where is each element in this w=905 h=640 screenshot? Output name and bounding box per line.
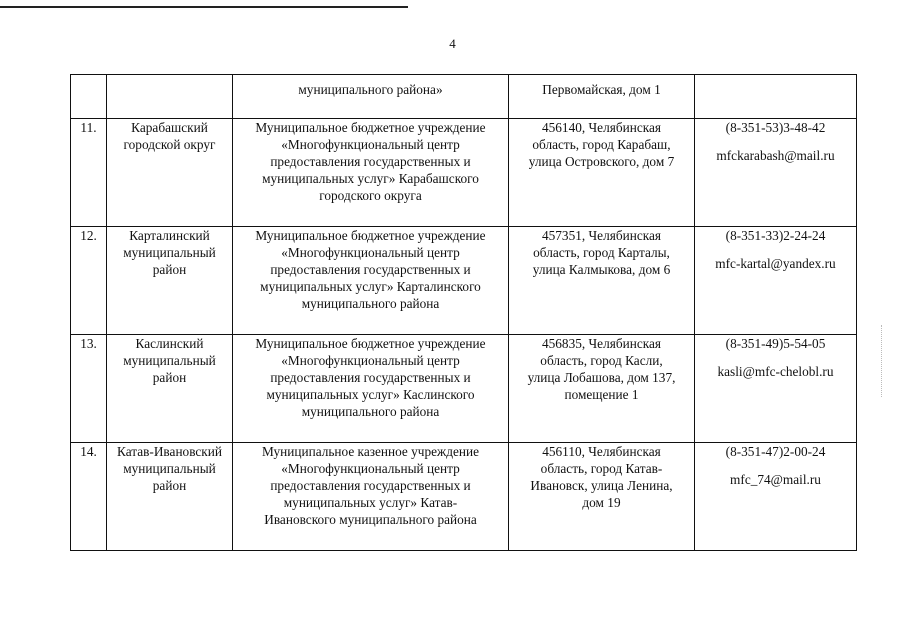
address-line: улица Калмыкова, дом 6: [532, 262, 671, 277]
organization-line: Муниципальное казенное учреждение: [261, 444, 480, 459]
organization-line: «Многофункциональный центр: [281, 353, 460, 368]
cell-contacts: [695, 335, 857, 443]
cell-contacts: [695, 75, 857, 119]
organization-line: Муниципальное бюджетное учреждение: [255, 120, 486, 135]
municipality-line: муниципальный: [123, 461, 216, 476]
organization-line: предоставления государственных и: [270, 154, 471, 169]
cell-contacts: [695, 227, 857, 335]
cell-contacts: [695, 119, 857, 227]
cell-municipality: [107, 119, 233, 227]
municipality-line: муниципальный: [123, 245, 216, 260]
cell-organization: [233, 227, 509, 335]
top-rule: [0, 6, 408, 8]
municipality-line: район: [152, 478, 187, 493]
organization-line: муниципального района: [301, 296, 440, 311]
phone-number: (8-351-49)5-54-05: [725, 336, 826, 351]
organization-line: предоставления государственных и: [270, 478, 471, 493]
cell-number: 13.: [71, 335, 107, 443]
mfc-table: [70, 74, 857, 551]
organization-line: «Многофункциональный центр: [281, 461, 460, 476]
cell-number: 11.: [71, 119, 107, 227]
cell-address: [509, 335, 695, 443]
margin-marks: [881, 325, 883, 397]
address-line: улица Лобашова, дом 137,: [527, 370, 676, 385]
organization-line: городского округа: [319, 188, 422, 203]
cell-organization: [233, 335, 509, 443]
organization-line: муниципальных услуг» Карабашского: [262, 171, 479, 186]
municipality-line: Каслинский: [135, 336, 204, 351]
address-line: область, город Карабаш,: [532, 137, 671, 152]
cell-address: [509, 227, 695, 335]
organization-line: муниципальных услуг» Карталинского: [260, 279, 481, 294]
organization-line: Муниципальное бюджетное учреждение: [255, 228, 486, 243]
address-line: 456835, Челябинская: [541, 336, 661, 351]
cell-organization: [233, 119, 509, 227]
table-row-continuation: [71, 75, 857, 119]
table-row: [71, 119, 857, 227]
municipality-line: Катав-Ивановский: [117, 444, 222, 459]
organization-line: Ивановского муниципального района: [264, 512, 477, 527]
cell-name: [107, 75, 233, 119]
cell-municipality: [107, 227, 233, 335]
address-line: область, город Катав-: [540, 461, 663, 476]
cell-number: 12.: [71, 227, 107, 335]
cell-municipality: [107, 335, 233, 443]
address-line: 456140, Челябинская: [541, 120, 661, 135]
municipality-line: муниципальный: [123, 353, 216, 368]
municipality-line: район: [152, 262, 187, 277]
cell-address: [509, 443, 695, 551]
email-address: mfckarabash@mail.ru: [716, 148, 835, 163]
table-row: [71, 443, 857, 551]
cell-organization: муниципального района»: [233, 75, 509, 119]
address-line: Ивановск, улица Ленина,: [530, 478, 673, 493]
email-address: kasli@mfc-chelobl.ru: [717, 364, 834, 379]
cell-address: [509, 119, 695, 227]
phone-number: (8-351-47)2-00-24: [725, 444, 826, 459]
cell-address: Первомайская, дом 1: [509, 75, 695, 119]
organization-line: предоставления государственных и: [270, 370, 471, 385]
phone-number: (8-351-53)3-48-42: [725, 120, 826, 135]
address-line: дом 19: [582, 495, 621, 510]
organization-line: «Многофункциональный центр: [281, 137, 460, 152]
page-number: 4: [449, 36, 456, 51]
municipality-line: Карабашский: [131, 120, 208, 135]
cell-municipality: [107, 443, 233, 551]
phone-number: (8-351-33)2-24-24: [725, 228, 826, 243]
address-line: 456110, Челябинская: [542, 444, 661, 459]
address-line: 457351, Челябинская: [541, 228, 661, 243]
organization-line: муниципального района: [301, 404, 440, 419]
organization-line: муниципальных услуг» Каслинского: [266, 387, 475, 402]
cell-number: [71, 75, 107, 119]
email-address: mfc_74@mail.ru: [730, 472, 821, 487]
organization-line: Муниципальное бюджетное учреждение: [255, 336, 486, 351]
organization-line: муниципальных услуг» Катав-: [283, 495, 458, 510]
address-line: улица Островского, дом 7: [528, 154, 675, 169]
municipality-line: район: [152, 370, 187, 385]
cell-organization: [233, 443, 509, 551]
address-line: помещение 1: [564, 387, 639, 402]
email-address: mfc-kartal@yandex.ru: [715, 256, 836, 271]
organization-line: предоставления государственных и: [270, 262, 471, 277]
cell-contacts: [695, 443, 857, 551]
table-row: [71, 335, 857, 443]
address-line: область, город Карталы,: [533, 245, 670, 260]
address-line: область, город Касли,: [540, 353, 663, 368]
table-row: [71, 227, 857, 335]
cell-number: 14.: [71, 443, 107, 551]
municipality-line: городской округ: [123, 137, 216, 152]
municipality-line: Карталинский: [129, 228, 210, 243]
organization-line: «Многофункциональный центр: [281, 245, 460, 260]
